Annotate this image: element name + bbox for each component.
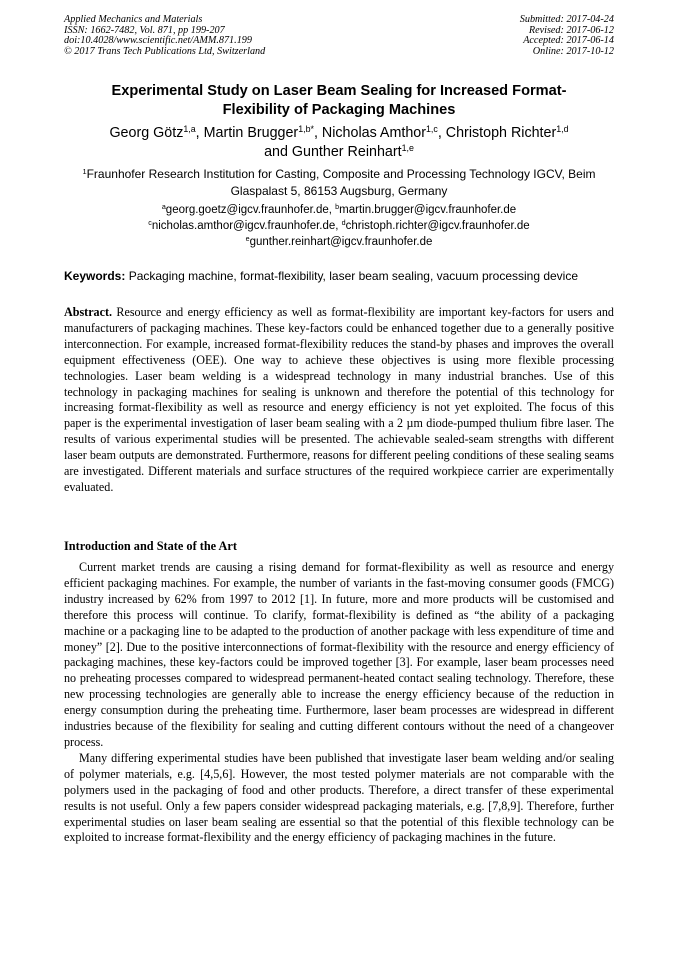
email-separator: , — [328, 204, 336, 216]
date-revised: Revised: 2017-06-12 — [528, 24, 614, 36]
email-link[interactable]: christoph.richter@igcv.fraunhofer.de — [345, 220, 530, 232]
affiliation-mark: 1 — [82, 166, 87, 176]
author-affiliation-mark: 1,a — [183, 124, 196, 135]
body-paragraph: Current market trends are causing a rising demand for format-flexibility as well as resource and energy efficient packaging machines. For example, the number of variants in the fast-moving consumer goods (FMCG) industry increased by 62% from 1997 to 2012 [1]. In future, more and more products will be customised and therefore this process will continue. To clarify, format-flexibility is defined as “the ability of a packaging machine or a packaging line to be adapted to the production of another package with less expenditure of time and money” [2]. Due to the positive interconnections of format-flexibility with the resource and energy efficiency of packaging machines, these key-factors could be improved together [3]. For example, laser beam processes need no preheating processes compared to widespread permanent-heated contact sealing technology. Therefore, these new processing technologies are generally able to increase the energy efficiency because of the reduction in energy consumption during the preheating time. Furthermore, laser beam processes are widespread in different industries because of the flexibility for sealing and cutting different contours without the need of a changeover process. — [64, 560, 614, 749]
keywords-text: Packaging machine, format-flexibility, laser beam sealing, vacuum processing device — [128, 269, 579, 283]
abstract-text: Resource and energy efficiency as well as format-flexibility are important key-factors for users and manufacturers of packaging machines. These key-factors could be enhanced together due to a generally positive interconnection. For example, increased format-flexibility reduces the stand-by phases and improves the overall equipment effectiveness (OEE). One way to achieve these objectives is using more flexible processing technologies. Laser beam welding is a widespread technology in many industrial branches. Use of this technology in packaging machines for sealing is unknown and therefore the potential of this technology for increasing format-flexibility as well as resource and energy efficiency is not yet exploited. The focus of this paper is the experimental investigation of laser beam sealing with a 2 µm diode-pumped thulium fibre laser. The results of various experimental studies will be presented. The achievable sealed-seam strengths with different laser beam outputs are demonstrated. Furthermore, reasons for different peeling conditions of these sealing seams are investigated. Different materials and surface structures of the required workpiece carrier are experimentally evaluated. — [64, 305, 614, 494]
body-paragraph: Many differing experimental studies have been published that investigate laser beam welding and/or sealing of polymer materials, e.g. [4,5,6]. However, the most tested polymer materials are not comparable with the polymers used in the packaging of food and other products. Therefore, a direct transfer of these experimental results is not useful. Only a few papers consider widespread packaging materials, e.g. [7,8,9]. Therefore, further experimental studies on laser beam sealing are essential so that the potential of this flexible technology can be exploited to increase format-flexibility and the energy efficiency of packaging machines in the future. — [64, 750, 614, 845]
date-online: Online: 2017-10-12 — [532, 45, 614, 57]
date-submitted: Submitted: 2017-04-24 — [519, 14, 614, 25]
author-name: Christoph Richter — [445, 125, 557, 141]
author-and: and — [264, 143, 292, 160]
author-line — [40, 143, 638, 162]
email-mark: a — [161, 203, 166, 212]
keywords-label: Keywords: — [64, 269, 126, 283]
affiliation-text: Fraunhofer Research Institution for Casting, Composite and Processing Technology IGCV, Beim — [86, 167, 596, 181]
author-name: Martin Brugger — [203, 125, 299, 141]
abstract-label: Abstract. — [64, 305, 113, 319]
email-link[interactable]: gunther.reinhart@igcv.fraunhofer.de — [249, 236, 433, 248]
author-affiliation-mark: 1,b* — [298, 124, 314, 135]
author-name: Gunther Reinhart — [291, 143, 402, 160]
abstract — [64, 305, 614, 496]
affiliation-line: Glaspalast 5, 86153 Augsburg, Germany — [230, 183, 448, 198]
title-line: Experimental Study on Laser Beam Sealing for Increased Format- — [111, 83, 567, 99]
email-line — [60, 218, 618, 234]
author-separator: , — [313, 125, 322, 141]
journal-copyright: © 2017 Trans Tech Publications Ltd, Switzerland — [64, 45, 266, 57]
journal-info — [64, 15, 265, 57]
author-affiliation-mark: 1,d — [556, 124, 569, 135]
journal-issn: ISSN: 1662-7482, Vol. 871, pp 199-207 — [64, 24, 225, 36]
author-line — [40, 124, 638, 143]
title-line: Flexibility of Packaging Machines — [222, 101, 456, 118]
section-heading: Introduction and State of the Art — [64, 539, 237, 553]
email-link[interactable]: georg.goetz@igcv.fraunhofer.de — [165, 204, 329, 216]
paper-title — [50, 82, 628, 119]
email-separator: , — [335, 220, 342, 232]
date-accepted: Accepted: 2017-06-14 — [523, 35, 614, 47]
keywords — [64, 268, 624, 284]
section-body — [64, 560, 614, 846]
email-mark: c — [148, 219, 152, 228]
author-name: Georg Götz — [109, 125, 184, 141]
author-affiliation-mark: 1,e — [401, 142, 414, 153]
email-line — [60, 202, 618, 218]
email-mark: d — [341, 219, 346, 228]
email-link[interactable]: nicholas.amthor@igcv.fraunhofer.de — [151, 220, 336, 232]
email-mark: e — [245, 235, 250, 244]
author-emails — [60, 202, 618, 250]
email-link[interactable]: martin.brugger@igcv.fraunhofer.de — [339, 204, 517, 216]
author-separator: , — [437, 125, 446, 141]
affiliation-line — [60, 166, 618, 183]
submission-dates — [520, 15, 614, 57]
author-separator: , — [195, 125, 204, 141]
affiliation — [60, 166, 618, 199]
journal-name: Applied Mechanics and Materials — [64, 14, 203, 25]
author-name: Nicholas Amthor — [321, 125, 426, 141]
email-mark: b — [335, 203, 340, 212]
author-list — [40, 124, 638, 161]
journal-doi: doi:10.4028/www.scientific.net/AMM.871.199 — [64, 35, 252, 47]
author-affiliation-mark: 1,c — [426, 124, 438, 135]
email-line — [60, 234, 618, 250]
